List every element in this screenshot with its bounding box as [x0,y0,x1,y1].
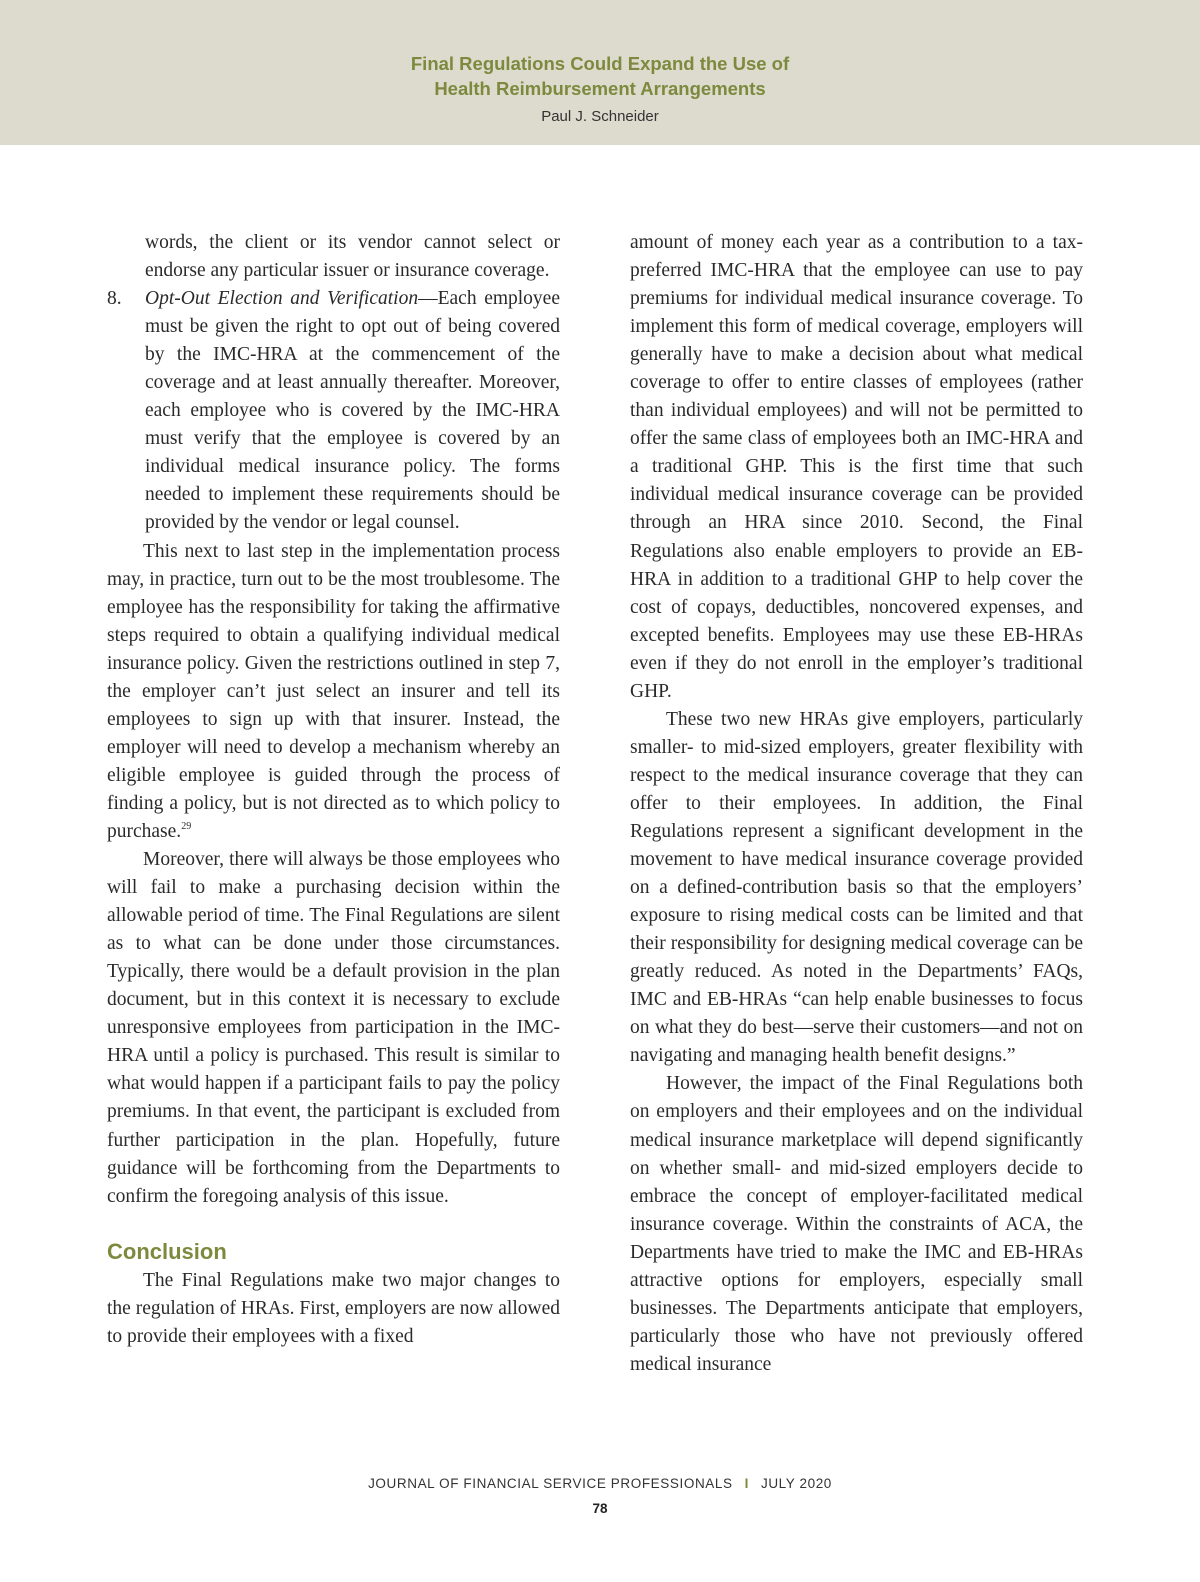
page-number: 78 [592,1501,608,1516]
body-paragraph-continued: amount of money each year as a contribution to a tax-preferred IMC-HRA that the employee can use to pay premiums for individual medical insurance coverage. To implement this form of medical coverage, employers will generally have to make a decision about what medical coverage to offer to entire classes of employees (rather than individual employees) and will not be permitted to offer the same class of employees both an IMC-HRA and a traditional GHP. This is the first time that such individual medical insurance coverage can be provided through an HRA since 2010. Second, the Final Regulations also enable employers to provide an EB-HRA in addition to a traditional GHP to help cover the cost of copays, deductibles, noncovered expenses, and excepted benefits. Employees may use these EB-HRAs even if they do not enroll in the employer’s traditional GHP. [630,232,1083,702]
list-item-8-number: 8. [107,288,122,310]
page-footer [0,1474,1200,1494]
body-paragraph: These two new HRAs give employers, particularly smaller- to mid-sized employers, greater flexibility with respect to the medical insurance coverage that they can offer to their employees. In addition, the Final Regulations represent a significant development in the movement to have medical insurance coverage provided on a defined-contribution basis so that the employers’ exposure to rising medical costs can be limited and that their responsibility for designing medical coverage can be greatly reduced. As noted in the Departments’ FAQs, IMC and EB-HRAs “can help enable businesses to focus on what they do best—serve their customers—and not on navigating and managing health benefit designs.” [630,708,1083,1067]
footnote-marker: 29 [181,820,192,832]
body-paragraph [107,538,560,847]
left-column [107,229,560,1351]
article-title-line-1: Final Regulations Could Expand the Use of [410,53,790,74]
header-band [0,0,1200,145]
article-author: Paul J. Schneider [541,108,659,125]
article-title-line-2: Health Reimbursement Arrangements [434,78,766,99]
body-paragraph: Moreover, there will always be those employees who will fail to make a purchasing decision within the allowable period of time. The Final Regulations are silent as to what can be done under those circumstances. Typically, there would be a default provision in the plan document, but in this context it is necessary to exclude unresponsive employees from participation in the IMC-HRA until a policy is purchased. This result is similar to what would happen if a participant fails to pay the policy premiums. In that event, the participant is excluded from further participation in the plan. Hopefully, future guidance will be forthcoming from the Departments to confirm the foregoing analysis of this issue. [107,849,560,1207]
body-paragraph: The Final Regulations make two major changes to the regulation of HRAs. First, employers are now allowed to provide their employees with a fixed [107,1269,560,1347]
list-item-7-continued: words, the client or its vendor cannot select or endorse any particular issuer or insurance coverage. [145,232,560,282]
issue-date: JULY 2020 [760,1476,832,1491]
body-paragraph: However, the impact of the Final Regulations both on employers and their employees and on the individual medical insurance marketplace will depend significantly on whether small- and mid-sized employers decide to embrace the concept of employer-facilitated medical insurance coverage. Within the constraints of ACA, the Departments have tried to make the IMC and EB-HRAs attractive options for employers, especially small businesses. The Departments anticipate that employers, particularly those who have not previously offered medical insurance [630,1073,1083,1375]
paragraph-text: This next to last step in the implementation process may, in practice, turn out to be the most troublesome. The employee has the responsibility for taking the affirmative steps required to obtain a qualifying individual medical insurance policy. Given the restrictions outlined in step 7, the employer can’t just select an insurer and tell its employees to sign up with that insurer. Instead, the employer will need to develop a mechanism whereby an eligible employee is guided through the process of finding a policy, but is not directed as to which policy to purchase. [107,540,560,842]
right-column [630,229,1083,1379]
footer-separator: I [744,1476,749,1491]
journal-name: JOURNAL OF FINANCIAL SERVICE PROFESSIONALS [368,1476,733,1491]
list-item-8 [107,285,560,537]
list-item-8-text: —Each employee must be given the right to opt out of being covered by the IMC-HRA at the commencement of the coverage and at least annually thereafter. Moreover, each employee who is covered by the IMC-HRA must verify that the employee is covered by an individual medical insurance policy. The forms needed to implement these requirements should be provided by the vendor or legal counsel. [145,288,560,534]
section-heading-conclusion: Conclusion [107,1238,227,1264]
list-item-8-title: Opt-Out Election and Verification [145,288,419,310]
